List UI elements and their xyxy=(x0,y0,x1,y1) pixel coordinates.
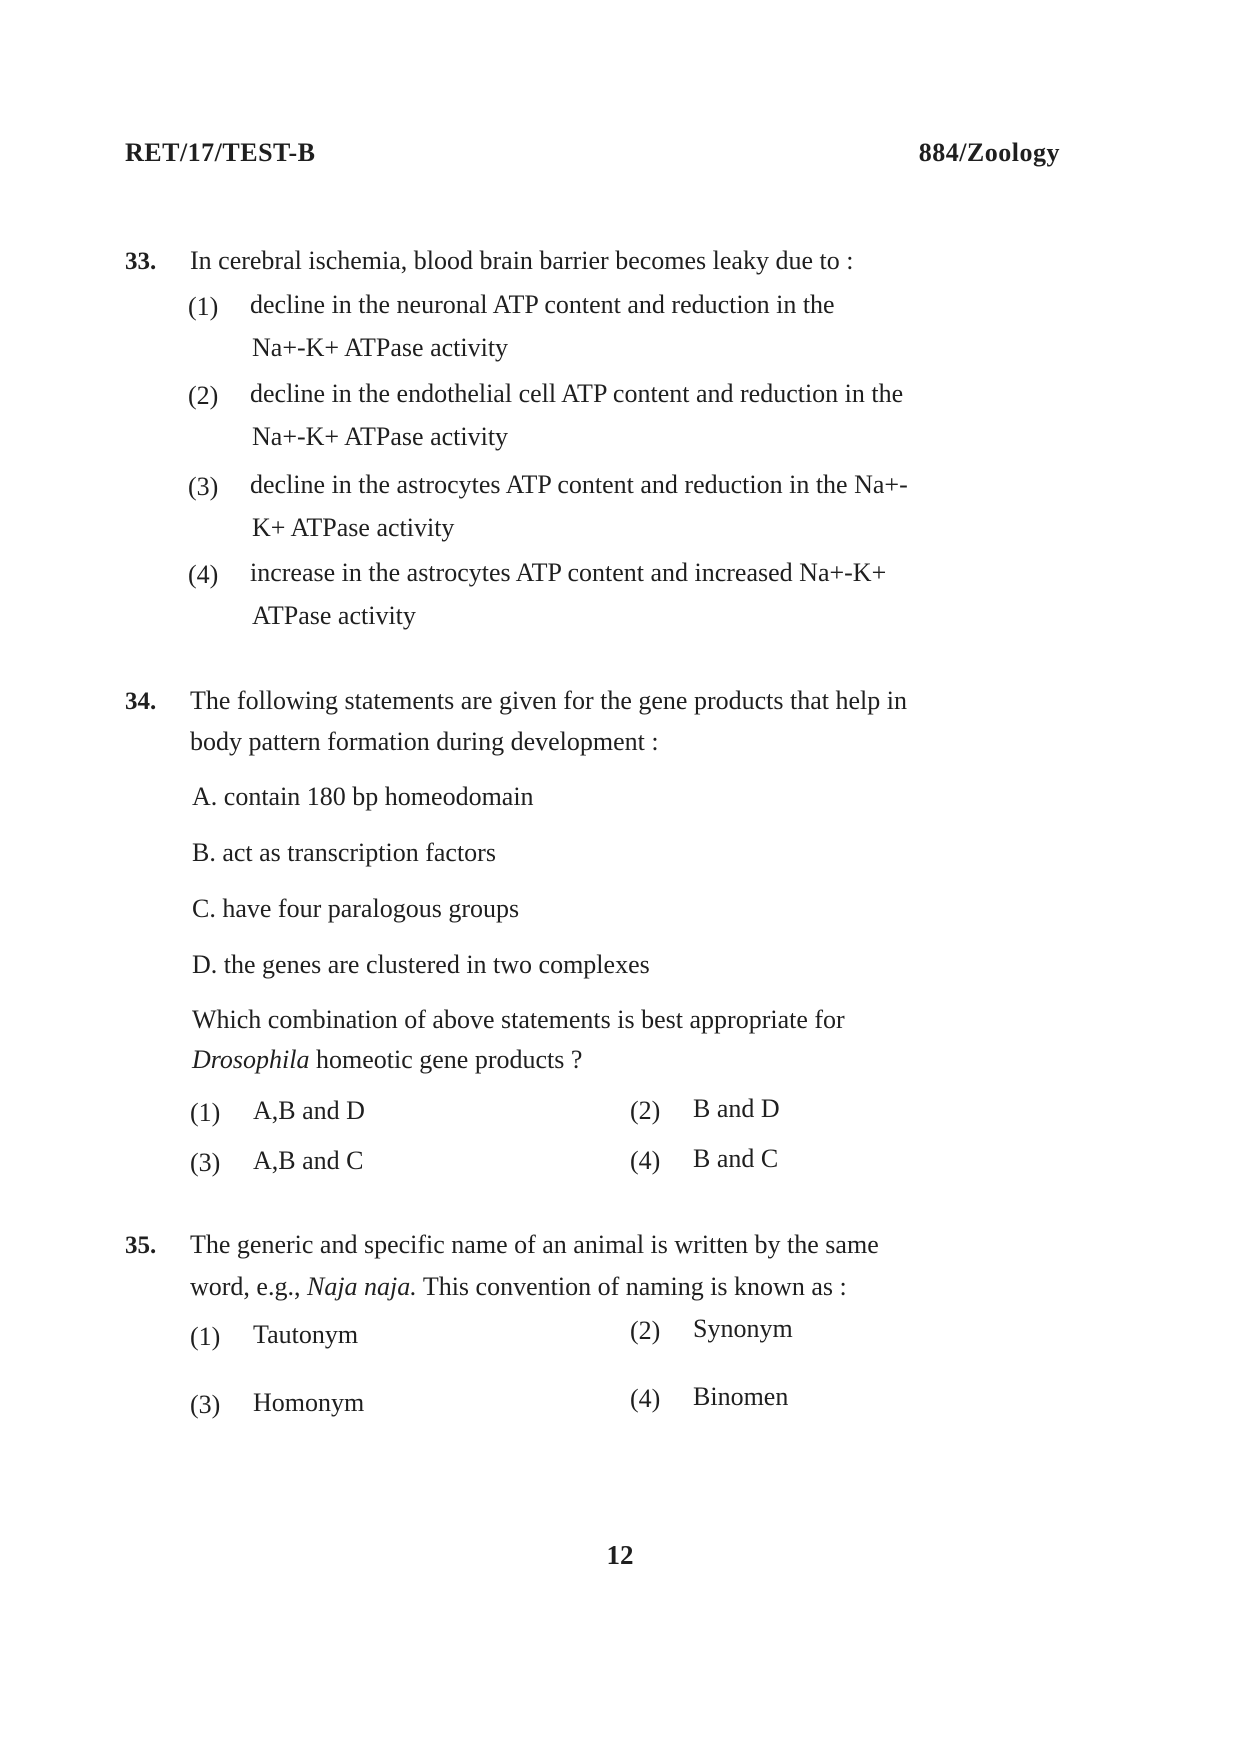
option-number: (3) xyxy=(188,472,219,501)
question-stem: In cerebral ischemia, blood brain barrier becomes leaky due to : xyxy=(190,246,854,275)
option-number: (1) xyxy=(190,1098,221,1127)
option-number: (3) xyxy=(190,1390,221,1419)
option-text-continued: Na+-K+ ATPase activity xyxy=(252,422,509,451)
question-stem: The generic and specific name of an animal is written by the same xyxy=(190,1230,879,1259)
question-stem-continued: body pattern formation during development : xyxy=(190,727,659,756)
question-stem: The following statements are given for the gene products that help in xyxy=(190,686,907,715)
option-number: (2) xyxy=(630,1316,661,1345)
option-text: Binomen xyxy=(693,1382,789,1411)
question-stem-text: This convention of naming is known as : xyxy=(422,1272,847,1301)
header-subject: 884/Zoology xyxy=(918,138,1060,167)
option-number: (4) xyxy=(188,560,219,589)
species-name: Naja naja. xyxy=(306,1272,417,1301)
question-number: 33. xyxy=(125,248,157,275)
option-number: (3) xyxy=(190,1148,221,1177)
question-prompt-text: Which combination of above statements is best appropriate for xyxy=(192,1005,845,1034)
statement-d: D. the genes are clustered in two complexes xyxy=(192,950,650,979)
option-text: Tautonym xyxy=(253,1320,359,1349)
species-name: Drosophila xyxy=(192,1045,310,1074)
statement-c: C. have four paralogous groups xyxy=(192,894,520,923)
option-text: decline in the astrocytes ATP content and reduction in the Na+- xyxy=(250,470,908,499)
option-text: decline in the endothelial cell ATP content and reduction in the xyxy=(250,379,904,408)
option-text: Synonym xyxy=(693,1314,793,1343)
option-number: (2) xyxy=(630,1096,661,1125)
option-text: Homonym xyxy=(253,1388,365,1417)
statement-a: A. contain 180 bp homeodomain xyxy=(192,782,534,811)
question-number: 34. xyxy=(125,688,157,715)
option-number: (2) xyxy=(188,381,219,410)
option-text: decline in the neuronal ATP content and reduction in the xyxy=(250,290,835,319)
option-number: (4) xyxy=(630,1146,661,1175)
header-test-code: RET/17/TEST-B xyxy=(125,138,316,167)
option-number: (1) xyxy=(190,1322,221,1351)
option-text: increase in the astrocytes ATP content and increased Na+-K+ xyxy=(250,558,887,587)
option-text-continued: ATPase activity xyxy=(252,601,416,630)
option-text: A,B and D xyxy=(253,1096,365,1125)
option-number: (4) xyxy=(630,1384,661,1413)
question-prompt xyxy=(192,1000,1072,1080)
question-number: 35. xyxy=(125,1232,157,1259)
question-prompt-text: homeotic gene products ? xyxy=(316,1045,583,1074)
option-text: B and C xyxy=(693,1144,779,1173)
question-stem-continued xyxy=(190,1272,847,1302)
option-text: A,B and C xyxy=(253,1146,364,1175)
question-stem-text: word, e.g., xyxy=(190,1272,301,1301)
option-text: B and D xyxy=(693,1094,780,1123)
statement-b: B. act as transcription factors xyxy=(192,838,496,867)
option-number: (1) xyxy=(188,292,219,321)
page-number: 12 xyxy=(606,1540,634,1570)
option-text-continued: Na+-K+ ATPase activity xyxy=(252,333,509,362)
option-text-continued: K+ ATPase activity xyxy=(252,513,455,542)
